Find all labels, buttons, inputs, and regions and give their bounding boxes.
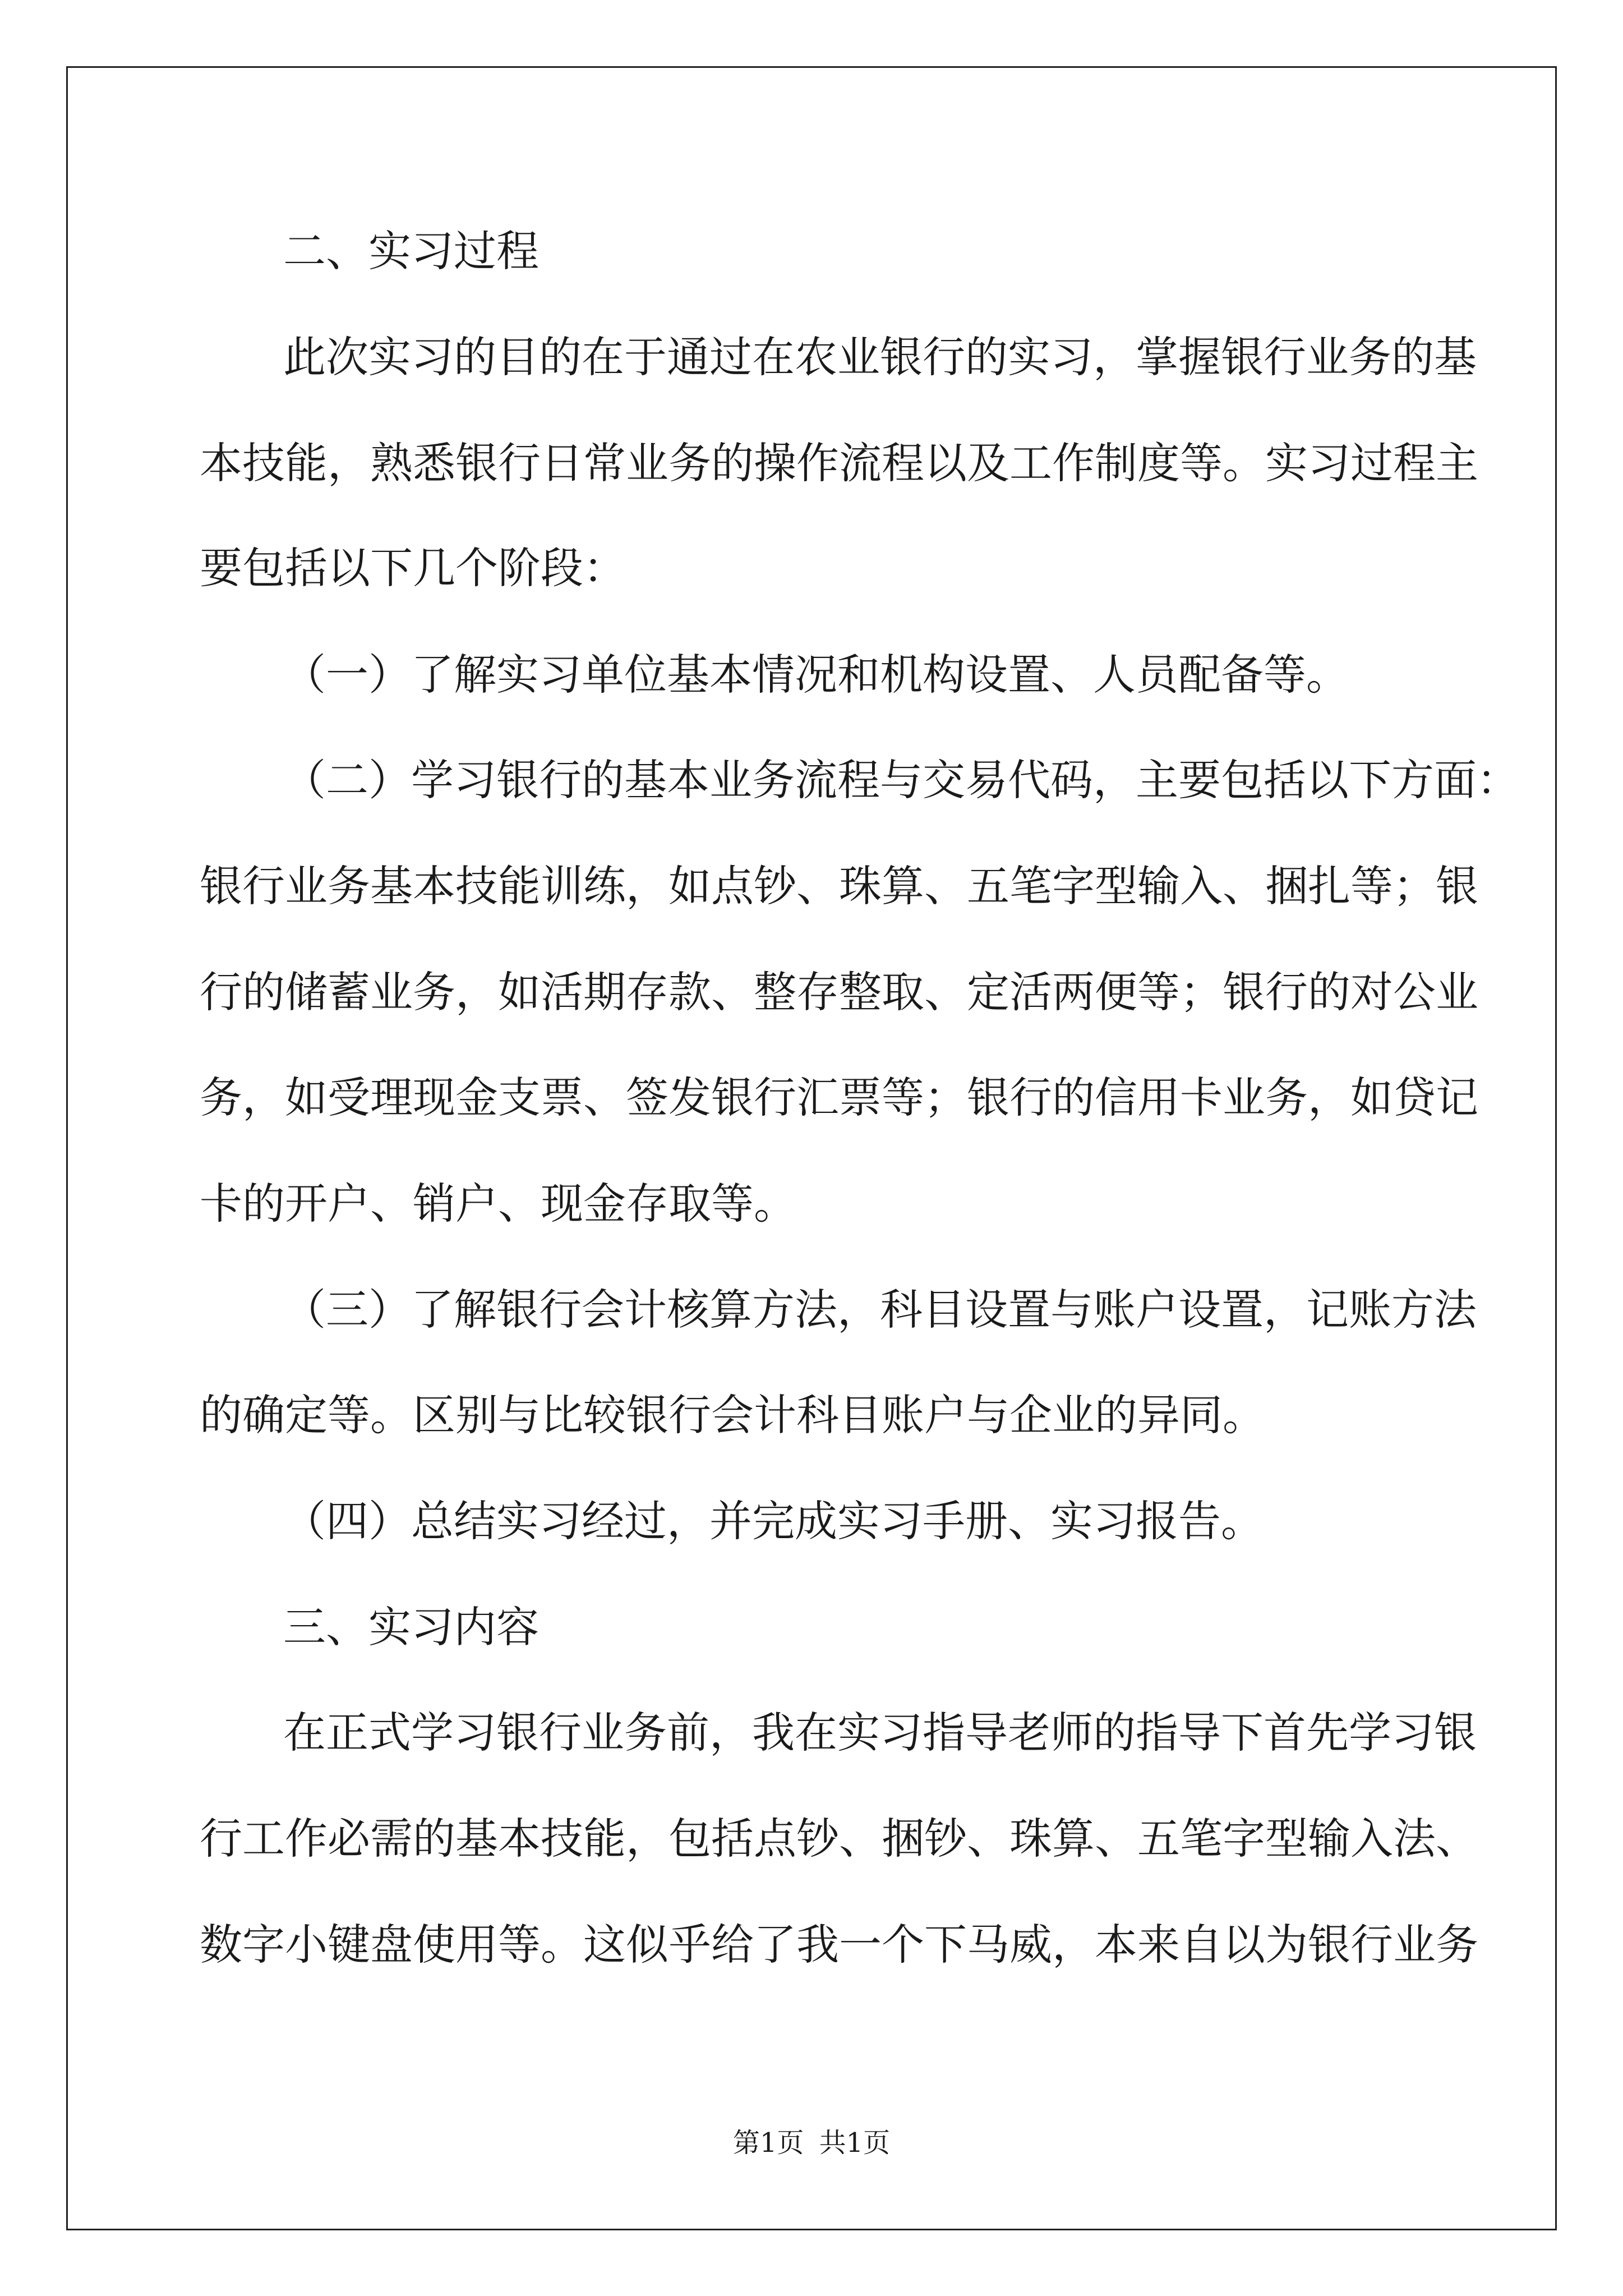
section-heading-process: 二、实习过程 [283,226,539,276]
paragraph-line: 卡的开户、销户、现金存取等。 [200,1179,796,1228]
paragraph-line: 务，如受理现金支票、签发银行汇票等；银行的信用卡业务，如贷记 [200,1073,1478,1122]
paragraph-line: 在正式学习银行业务前，我在实习指导老师的指导下首先学习银 [283,1708,1477,1757]
page-number: 第1页 [732,2127,804,2159]
section-heading-content: 三、实习内容 [283,1602,539,1652]
page-border [66,66,1557,2230]
paragraph-line: 的确定等。区别与比较银行会计科目账户与企业的异同。 [200,1390,1265,1440]
list-item-3: （三）了解银行会计核算方法，科目设置与账户设置，记账方法 [283,1285,1477,1335]
list-item-1: （一）了解实习单位基本情况和机构设置、人员配备等。 [283,650,1349,700]
list-item-4: （四）总结实习经过，并完成实习手册、实习报告。 [283,1496,1264,1546]
paragraph-line: 行的储蓄业务，如活期存款、整存整取、定活两便等；银行的对公业 [200,967,1478,1017]
paragraph-line: 数字小键盘使用等。这似乎给了我一个下马威，本来自以为银行业务 [200,1920,1478,1970]
paragraph-line: 此次实习的目的在于通过在农业银行的实习，掌握银行业务的基 [283,332,1477,382]
paragraph-line: 行工作必需的基本技能，包括点钞、捆钞、珠算、五笔字型输入法、 [200,1814,1478,1864]
paragraph-line: 银行业务基本技能训练，如点钞、珠算、五笔字型输入、捆扎等；银 [200,861,1478,911]
page-total: 共1页 [819,2127,891,2159]
paragraph-line: 要包括以下几个阶段： [200,543,626,593]
paragraph-line: 本技能，熟悉银行日常业务的操作流程以及工作制度等。实习过程主 [200,438,1478,488]
list-item-2: （二）学习银行的基本业务流程与交易代码，主要包括以下方面： [283,755,1519,805]
page-footer [0,2126,1623,2160]
